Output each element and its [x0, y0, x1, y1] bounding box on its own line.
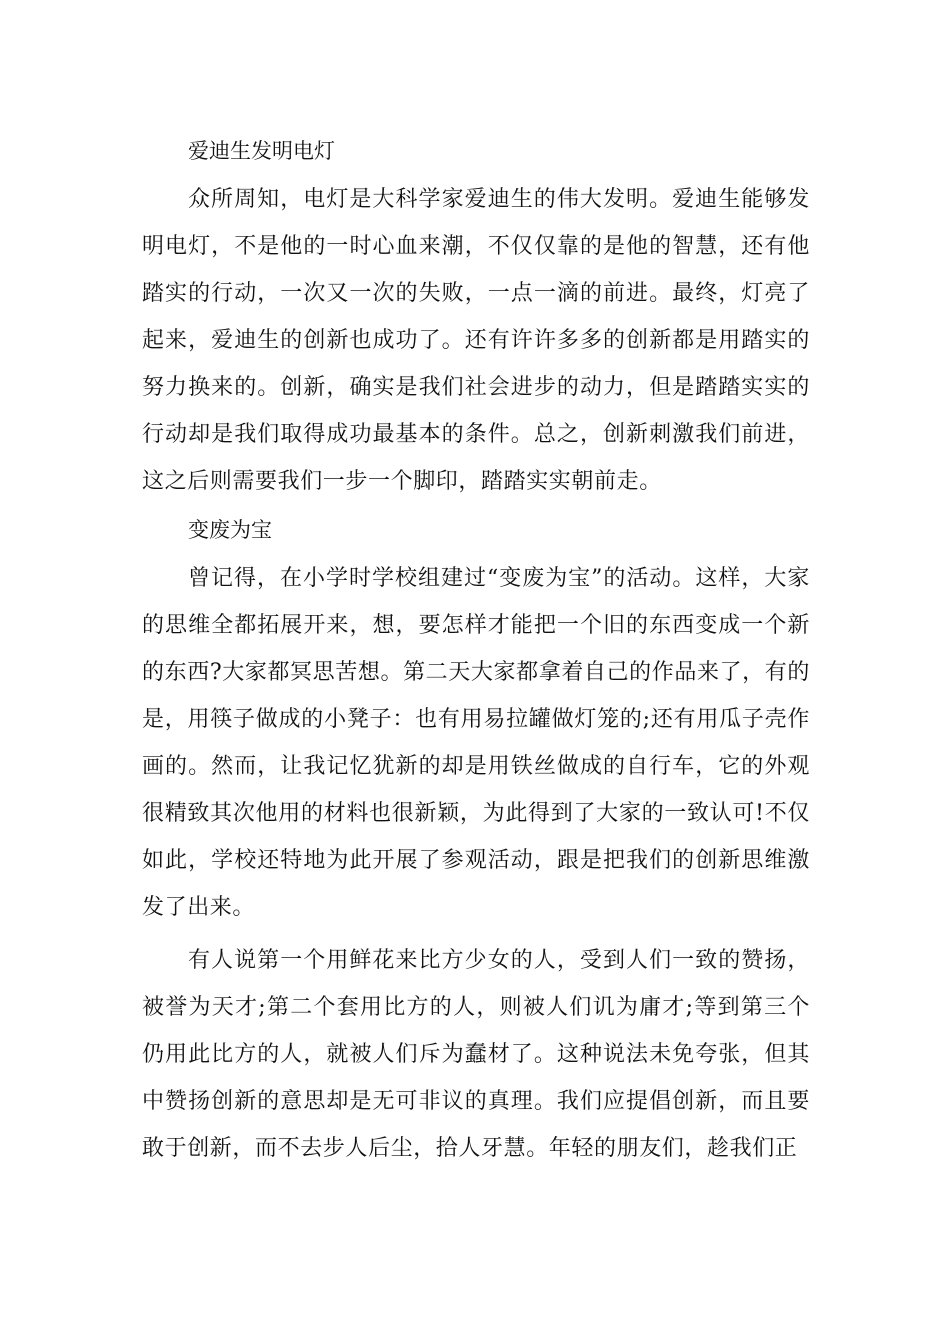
paragraph-innovation: 有人说第一个用鲜花来比方少女的人，受到人们一致的赞扬，被誉为天才;第二个套用比方的人，则被人们讥为庸才;等到第三个仍用此比方的人，就被人们斥为蠢材了。这种说法未免夸张，但其中赞扬创新的意思却是无可非议的真理。我们应提倡创新，而且要敢于创新，而不去步人后尘，拾人牙慧。年轻的朋友们，趁我们正 — [142, 948, 810, 1161]
paragraph-recycle: 曾记得，在小学时学校组建过“变废为宝”的活动。这样，大家的思维全都拓展开来，想，要怎样才能把一个旧的东西变成一个新的东西?大家都冥思苦想。第二天大家都拿着自己的作品来了，有的是，用筷子做成的小凳子：也有用易拉罐做灯笼的;还有用瓜子壳作画的。然而，让我记忆犹新的却是用铁丝做成的自行车，它的外观很精致其次他用的材料也很新颖，为此得到了大家的一致认可!不仅如此，学校还特地为此开展了参观活动，跟是把我们的创新思维激发了出来。 — [142, 566, 810, 920]
paragraph-edison: 众所周知，电灯是大科学家爱迪生的伟大发明。爱迪生能够发明电灯，不是他的一时心血来潮，不仅仅靠的是他的智慧，还有他踏实的行动，一次又一次的失败，一点一滴的前进。最终，灯亮了起来，爱迪生的创新也成功了。还有许许多多的创新都是用踏实的努力换来的。创新，确实是我们社会进步的动力，但是踏踏实实的行动却是我们取得成功最基本的条件。总之，创新刺激我们前进，这之后则需要我们一步一个脚印，踏踏实实朝前走。 — [142, 187, 810, 494]
section-heading-edison: 爱迪生发明电灯 — [188, 139, 335, 163]
section-heading-recycle: 变废为宝 — [188, 518, 272, 542]
document-body — [142, 128, 810, 1172]
